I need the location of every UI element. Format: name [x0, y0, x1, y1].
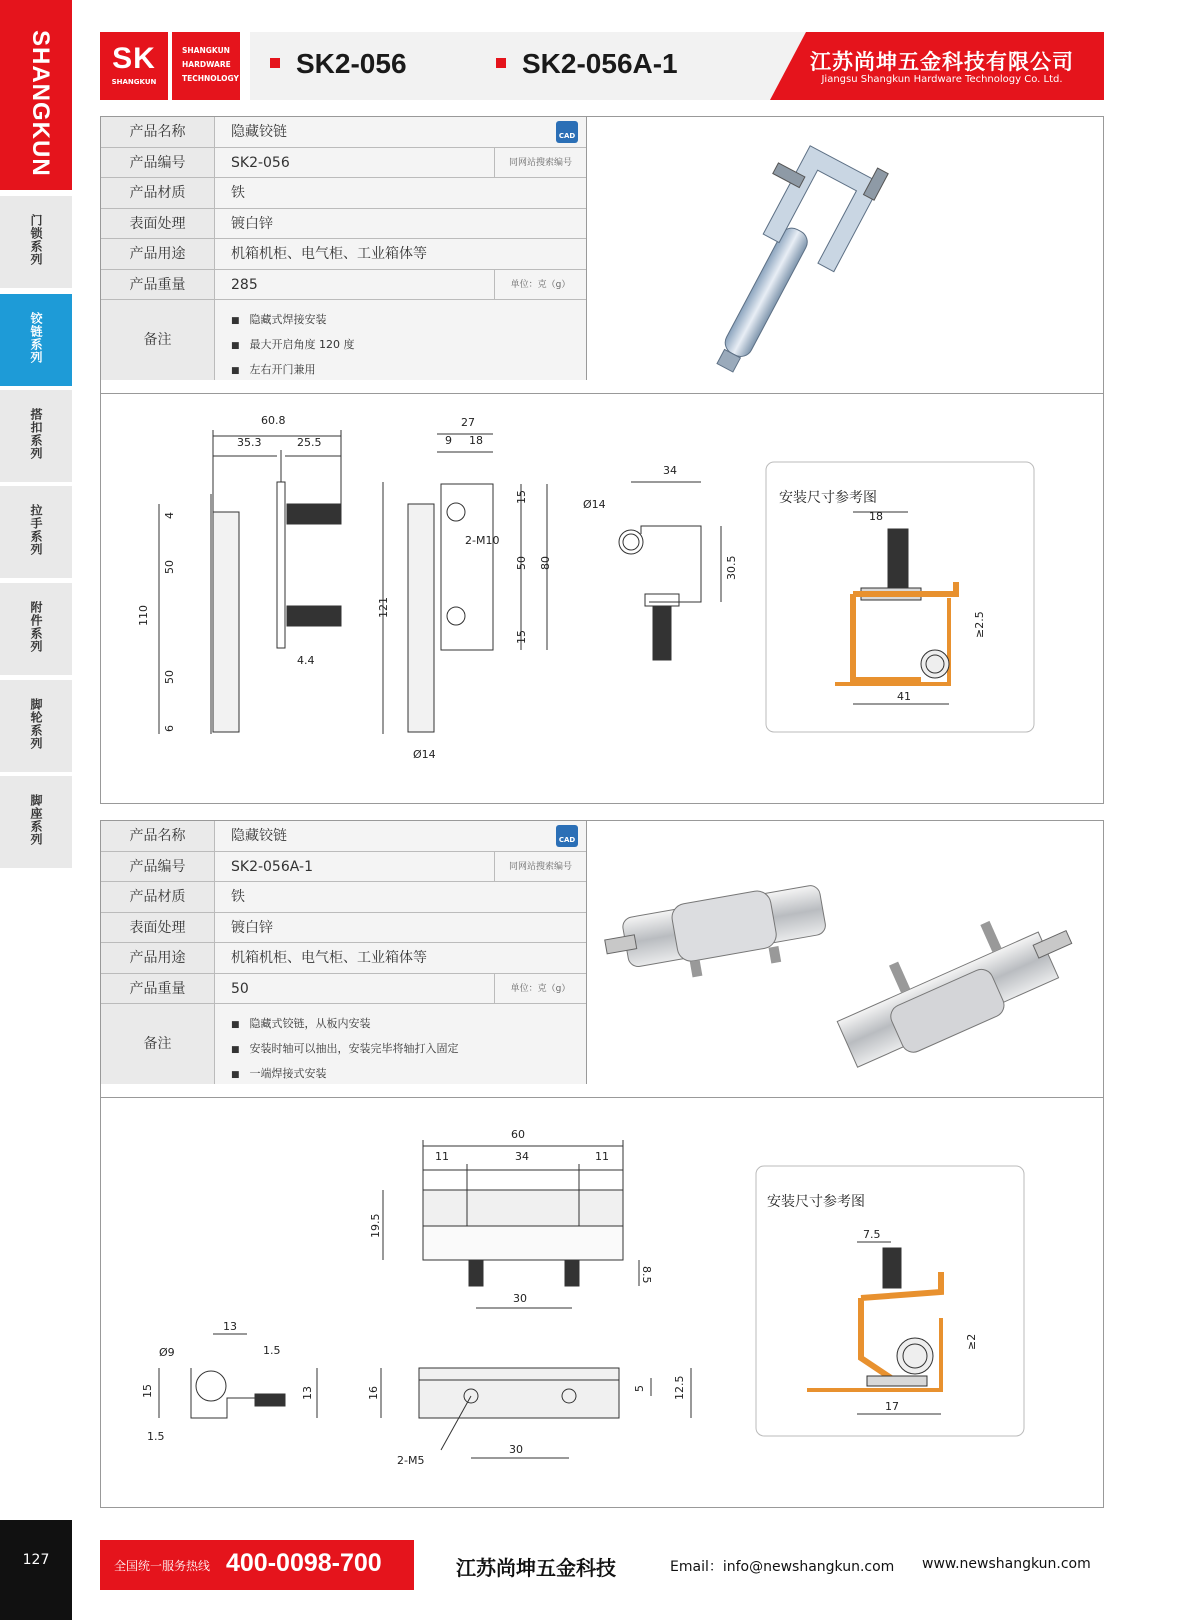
sidebar-item-feet[interactable]: 脚座系列	[0, 776, 72, 868]
spec-row-notes: 备注 ■ 隐藏式焊接安装 ■ 最大开启角度 120 度 ■ 左右开门兼用	[101, 300, 586, 380]
spec-table	[101, 117, 587, 380]
footer-website-link[interactable]: www.newshangkun.com	[922, 1556, 1091, 1572]
spec-row-code: 产品编号 SK2-056 同网站搜索编号	[101, 148, 586, 179]
dim-label: 121	[377, 597, 390, 618]
dim-label: 2-M5	[397, 1454, 425, 1467]
note-item: ■ 隐藏式焊接安装	[231, 308, 355, 333]
footer-email-link[interactable]: Email：info@newshangkun.com	[670, 1559, 895, 1575]
dim-label: 1.5	[263, 1344, 281, 1357]
dim-label: 41	[897, 690, 911, 703]
dim-label: 13	[223, 1320, 237, 1333]
cad-download-icon[interactable]: CAD	[556, 825, 578, 847]
dim-label: 34	[515, 1150, 529, 1163]
spec-row-usage: 产品用途 机箱机柜、电气柜、工业箱体等	[101, 943, 586, 974]
dim-label: 18	[469, 434, 483, 447]
sidebar-item-casters[interactable]: 脚轮系列	[0, 680, 72, 772]
dim-label: 19.5	[369, 1213, 382, 1238]
product-section-sk2-056a-1	[100, 820, 1104, 1508]
dim-label: Ø9	[159, 1346, 175, 1359]
hotline-number[interactable]: 400-0098-700	[226, 1549, 382, 1577]
dim-label: 30	[509, 1443, 523, 1456]
dim-label: 15	[515, 490, 528, 504]
brand-tab	[0, 0, 72, 190]
dim-label: 11	[435, 1150, 449, 1163]
dim-label: 110	[137, 605, 150, 626]
note-item: ■ 最大开启角度 120 度	[231, 333, 355, 358]
dim-label: Ø14	[583, 498, 606, 511]
model-title-1: SK2-056	[270, 48, 407, 80]
company-name-cn: 江苏尚坤五金科技有限公司	[810, 50, 1074, 74]
sidebar-item-hasps[interactable]: 搭扣系列	[0, 390, 72, 482]
model-title-2: SK2-056A-1	[496, 48, 678, 80]
dim-label: 17	[885, 1400, 899, 1413]
dim-label: 4.4	[297, 654, 315, 667]
spec-row-finish: 表面处理 镀白锌	[101, 913, 586, 944]
dim-label: 11	[595, 1150, 609, 1163]
product-photo-hinge	[585, 117, 1103, 393]
dim-label: 5	[633, 1385, 646, 1392]
footer-company: 江苏尚坤五金科技	[456, 1556, 616, 1580]
cad-download-icon[interactable]: CAD	[556, 121, 578, 143]
dim-label: 12.5	[673, 1375, 686, 1400]
page-header	[100, 32, 1104, 100]
dim-label: 15	[515, 630, 528, 644]
sidebar-item-accessories[interactable]: 附件系列	[0, 583, 72, 675]
sidebar-item-hinges[interactable]: 铰链系列	[0, 294, 72, 386]
note-item: ■ 安装时轴可以抽出，安装完毕将轴打入固定	[231, 1037, 459, 1062]
dim-label: ≥2	[965, 1333, 978, 1350]
dim-label: 1.5	[147, 1430, 165, 1443]
product-section-sk2-056	[100, 116, 1104, 804]
company-name-en: Jiangsu Shangkun Hardware Technology Co. Ltd.	[821, 74, 1063, 85]
spec-table	[101, 821, 587, 1084]
technical-drawings-2	[101, 1098, 1105, 1508]
dim-label: 18	[869, 510, 883, 523]
spec-row-finish: 表面处理 镀白锌	[101, 209, 586, 240]
dim-label: 6	[163, 725, 176, 732]
hotline-box	[100, 1540, 414, 1590]
dim-label: 9	[445, 434, 452, 447]
page-number-box	[0, 1520, 72, 1620]
spec-row-usage: 产品用途 机箱机柜、电气柜、工业箱体等	[101, 239, 586, 270]
sidebar-item-handles[interactable]: 拉手系列	[0, 486, 72, 578]
logo-brand: SHANGKUN	[111, 78, 157, 86]
spec-row-code: 产品编号 SK2-056A-1 同网站搜索编号	[101, 852, 586, 883]
spec-row-material: 产品材质 铁	[101, 882, 586, 913]
spec-row-name: 产品名称 隐藏铰链 CAD	[101, 821, 586, 852]
product-photo-hinge-pair	[585, 821, 1103, 1097]
note-item: ■ 隐藏式铰链，从板内安装	[231, 1012, 459, 1037]
dim-label: 4	[163, 512, 176, 519]
note-item: ■ 左右开门兼用	[231, 358, 355, 383]
page-footer	[100, 1540, 1104, 1590]
dim-label: 25.5	[297, 436, 322, 449]
spec-row-notes: 备注 ■ 隐藏式铰链，从板内安装 ■ 安装时轴可以抽出，安装完毕将轴打入固定 ■ 一端焊接式安装	[101, 1004, 586, 1084]
dim-label: 80	[539, 556, 552, 570]
spec-row-material: 产品材质 铁	[101, 178, 586, 209]
dim-label: 60.8	[261, 414, 286, 427]
dim-label: 50	[163, 560, 176, 574]
dim-label: 34	[663, 464, 677, 477]
logo-mark: SK	[112, 42, 156, 75]
dim-label: 35.3	[237, 436, 262, 449]
spec-row-weight: 产品重量 50 单位：克（g）	[101, 974, 586, 1005]
dim-label: 13	[301, 1386, 314, 1400]
install-ref-title: 安装尺寸参考图	[779, 490, 877, 506]
sk-logo	[100, 32, 168, 100]
technical-drawings-1	[101, 394, 1105, 804]
dim-label: 15	[141, 1384, 154, 1398]
dim-label: 8.5	[640, 1266, 653, 1284]
logo-wordmark: SHANGKUN HARDWARE TECHNOLOGY	[172, 32, 240, 100]
dim-label: 60	[511, 1128, 525, 1141]
install-ref-title: 安装尺寸参考图	[767, 1194, 865, 1210]
sidebar-item-door-locks[interactable]: 门锁系列	[0, 196, 72, 288]
spec-row-name: 产品名称 隐藏铰链 CAD	[101, 117, 586, 148]
dim-label: 50	[515, 556, 528, 570]
note-item: ■ 一端焊接式安装	[231, 1062, 459, 1087]
hotline-label: 全国统一服务热线	[114, 1559, 211, 1573]
brand-vertical-text: SHANGKUN	[27, 30, 54, 177]
category-sidebar	[0, 0, 72, 1620]
dim-label: 30	[513, 1292, 527, 1305]
spec-row-weight: 产品重量 285 单位：克（g）	[101, 270, 586, 301]
page-number: 127	[22, 1552, 50, 1568]
dim-label: 7.5	[863, 1228, 881, 1241]
dim-label: 50	[163, 670, 176, 684]
dim-label: 27	[461, 416, 475, 429]
dim-label: ≥2.5	[973, 611, 986, 638]
dim-label: 16	[367, 1386, 380, 1400]
dim-label: Ø14	[413, 748, 436, 761]
dim-label: 2-M10	[465, 534, 500, 547]
dim-label: 30.5	[725, 555, 738, 580]
